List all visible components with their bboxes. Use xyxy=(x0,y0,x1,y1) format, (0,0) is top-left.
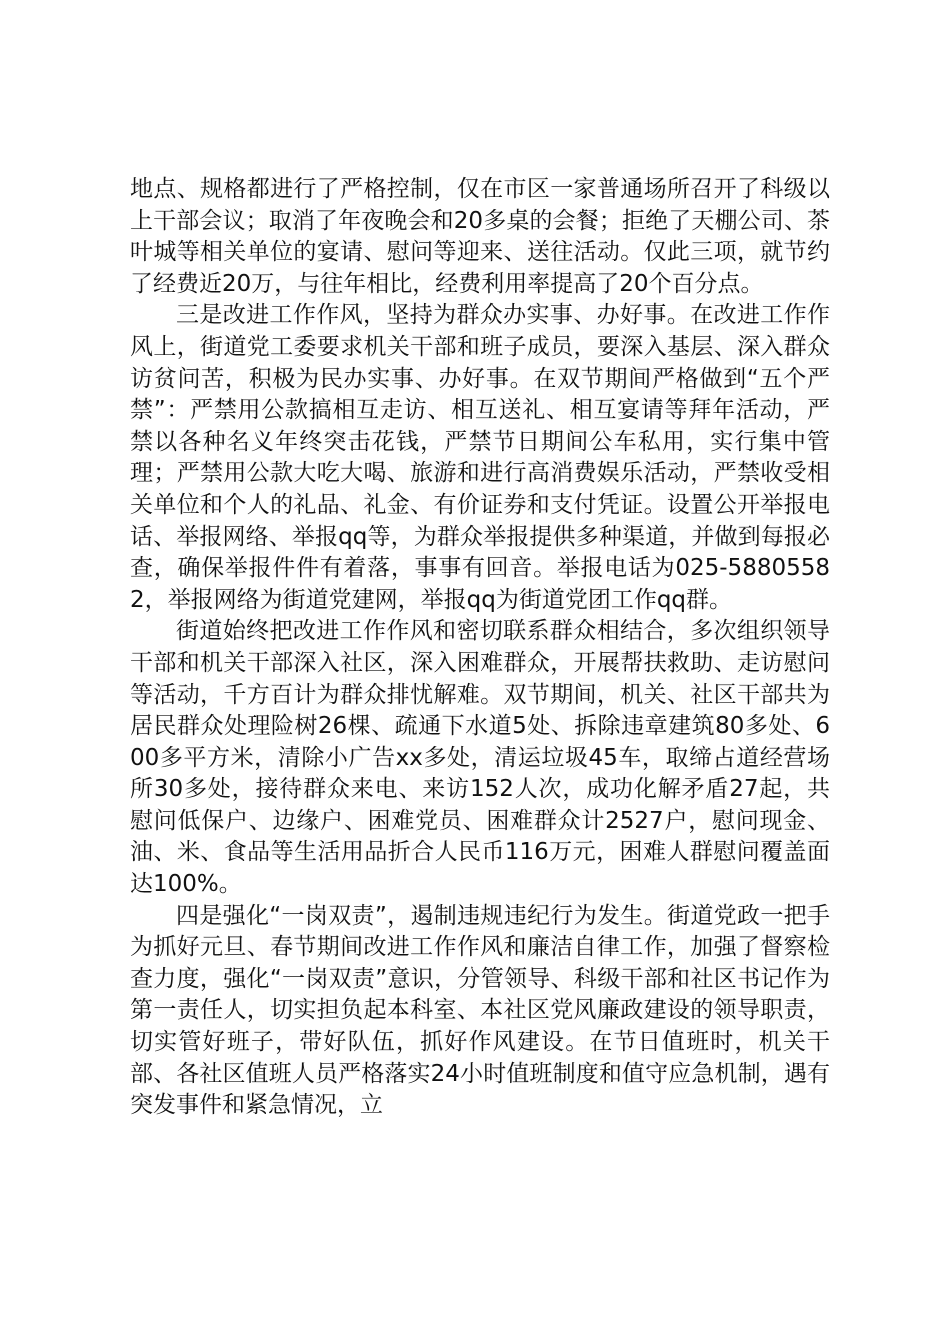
document-body xyxy=(130,174,830,1122)
paragraph-community-service: 街道始终把改进工作作风和密切联系群众相结合，多次组织领导干部和机关干部深入社区，深入困难群众，开展帮扶救助、走访慰问等活动，千方百计为群众排忧解难。双节期间，机关、社区干部共为居民群众处理险树26棵、疏通下水道5处、拆除违章建筑80多处、600多平方米，清除小广告xx多处，清运垃圾45车，取缔占道经营场所30多处，接待群众来电、来访152人次，成功化解矛盾27起，共慰问低保户、边缘户、困难党员、困难群众计2527户，慰问现金、油、米、食品等生活用品折合人民币116万元，困难人群慰问覆盖面达100%。 xyxy=(130,618,830,898)
paragraph-continuation: 地点、规格都进行了严格控制，仅在市区一家普通场所召开了科级以上干部会议；取消了年夜晚会和20多桌的会餐；拒绝了天棚公司、茶叶城等相关单位的宴请、慰问等迎来、送往活动。仅此三项，就节约了经费近20万，与往年相比，经费利用率提高了20个百分点。 xyxy=(130,176,830,297)
paragraph-section-three: 三是改进工作作风，坚持为群众办实事、办好事。在改进工作作风上，街道党工委要求机关干部和班子成员，要深入基层、深入群众访贫问苦，积极为民办实事、办好事。在双节期间严格做到“五个严禁”：严禁用公款搞相互走访、相互送礼、相互宴请等拜年活动，严禁以各种名义年终突击花钱，严禁节日期间公车私用，实行集中管理；严禁用公款大吃大喝、旅游和进行高消费娱乐活动，严禁收受相关单位和个人的礼品、礼金、有价证券和支付凭证。设置公开举报电话、举报网络、举报qq等，为群众举报提供多种渠道，并做到每报必查，确保举报件件有着落，事事有回音。举报电话为025-58805582，举报网络为街道党建网，举报qq为街道党团工作qq群。 xyxy=(130,302,830,613)
paragraph-section-four: 四是强化“一岗双责”，遏制违规违纪行为发生。街道党政一把手为抓好元旦、春节期间改进工作作风和廉洁自律工作，加强了督察检查力度，强化“一岗双责”意识，分管领导、科级干部和社区书记作为第一责任人，切实担负起本科室、本社区党风廉政建设的领导职责，切实管好班子，带好队伍，抓好作风建设。在节日值班时，机关干部、各社区值班人员严格落实24小时值班制度和值守应急机制，遇有突发事件和紧急情况，立 xyxy=(130,902,830,1119)
